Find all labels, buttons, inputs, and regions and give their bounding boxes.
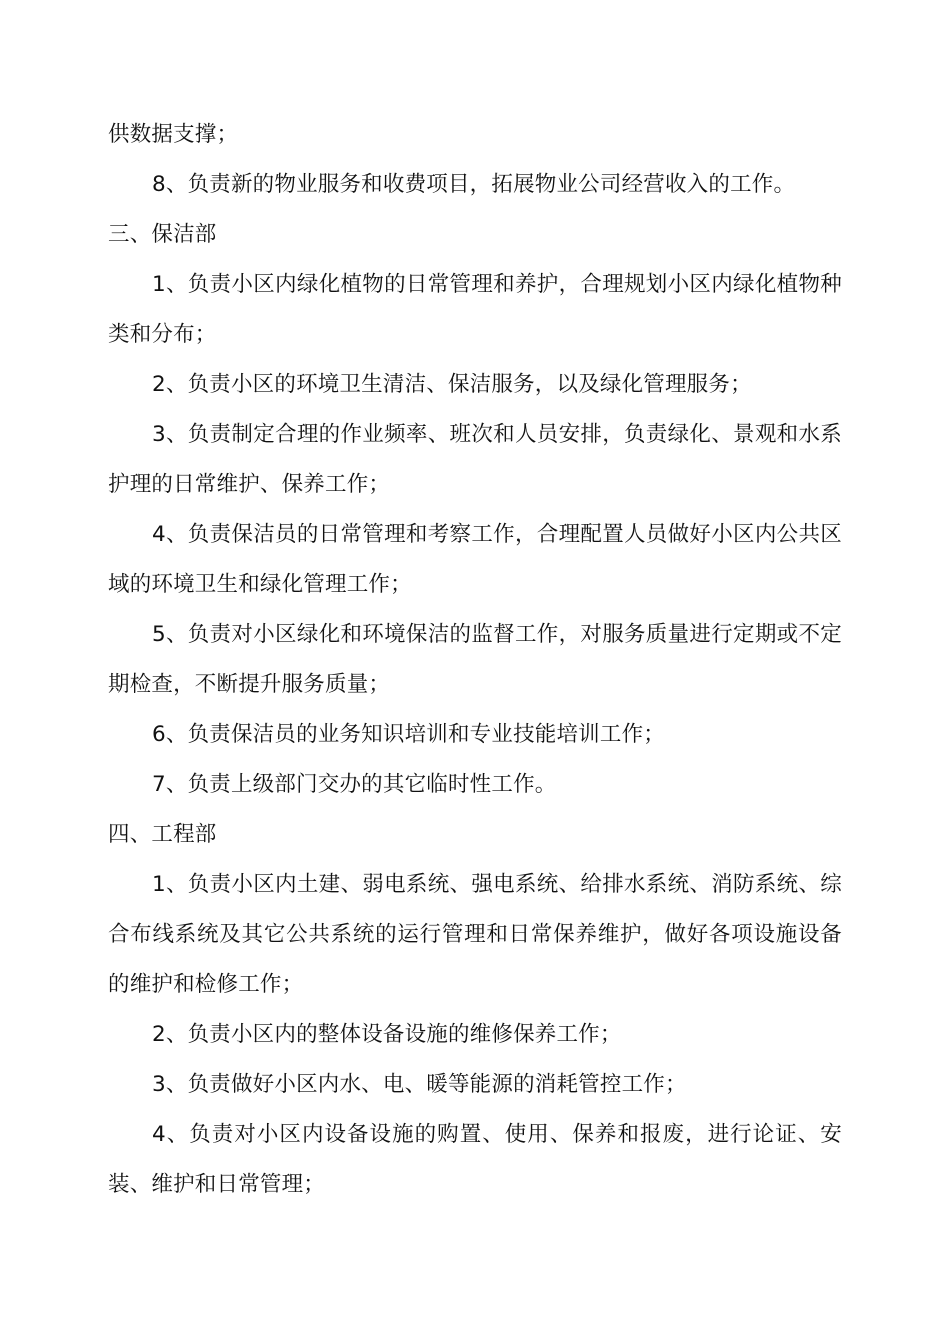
section-heading-engineering: 四、工程部 xyxy=(108,822,217,847)
paragraph-engineering-2: 2、负责小区内的整体设备设施的维修保养工作； xyxy=(152,1022,622,1047)
paragraph-engineering-3: 3、负责做好小区内水、电、暖等能源的消耗管控工作； xyxy=(152,1072,687,1097)
paragraph-engineering-1: 1、负责小区内土建、弱电系统、强电系统、给排水系统、消防系统、综合布线系统及其它公共系统的运行管理和日常保养维护，做好各项设施设备的维护和检修工作； xyxy=(108,872,842,997)
paragraph-cleaning-1: 1、负责小区内绿化植物的日常管理和养护，合理规划小区内绿化植物种类和分布； xyxy=(108,272,842,347)
paragraph-cleaning-4: 4、负责保洁员的日常管理和考察工作，合理配置人员做好小区内公共区域的环境卫生和绿化管理工作； xyxy=(108,522,842,597)
paragraph-cleaning-2: 2、负责小区的环境卫生清洁、保洁服务，以及绿化管理服务； xyxy=(152,372,752,397)
paragraph-cleaning-7: 7、负责上级部门交办的其它临时性工作。 xyxy=(152,772,557,797)
paragraph-continuation: 供数据支撑； xyxy=(108,122,239,147)
section-heading-cleaning: 三、保洁部 xyxy=(108,222,217,247)
paragraph-item-8: 8、负责新的物业服务和收费项目，拓展物业公司经营收入的工作。 xyxy=(152,172,796,197)
paragraph-engineering-4: 4、负责对小区内设备设施的购置、使用、保养和报废，进行论证、安装、维护和日常管理； xyxy=(108,1122,842,1197)
paragraph-cleaning-6: 6、负责保洁员的业务知识培训和专业技能培训工作； xyxy=(152,722,665,747)
paragraph-cleaning-3: 3、负责制定合理的作业频率、班次和人员安排，负责绿化、景观和水系护理的日常维护、保养工作； xyxy=(108,422,842,497)
paragraph-cleaning-5: 5、负责对小区绿化和环境保洁的监督工作，对服务质量进行定期或不定期检查，不断提升服务质量； xyxy=(108,622,842,697)
document-body xyxy=(108,110,842,1210)
